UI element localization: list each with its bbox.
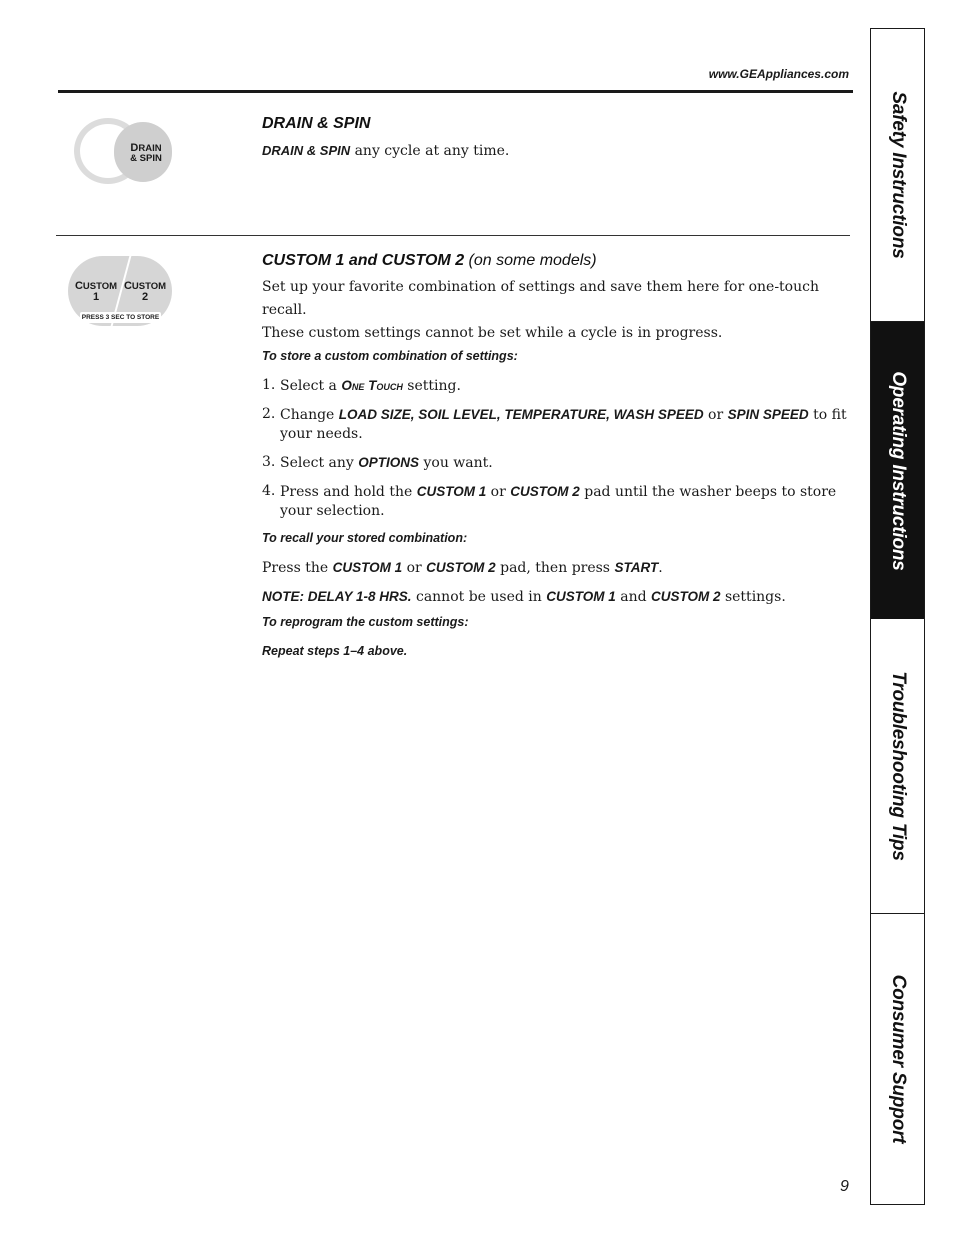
header-rule [58,90,853,93]
recall-text: Press the CUSTOM 1 or CUSTOM 2 pad, then press START. [262,560,663,576]
section-title: CUSTOM 1 and CUSTOM 2 (on some models) [262,252,597,269]
reprogram-text: Repeat steps 1–4 above. [262,644,408,658]
step-3: 3. Select any OPTIONS you want. [262,454,493,471]
tab-troubleshooting-tips[interactable] [871,619,924,914]
tab-label: Operating Instructions [887,370,909,571]
tab-consumer-support[interactable] [871,914,924,1204]
recall-heading: To recall your stored combination: [262,531,468,545]
store-steps [262,376,847,521]
step-2: 2. Change LOAD SIZE, SOIL LEVEL, TEMPERATURE, WASH SPEED or SPIN SPEED to fit your needs. [262,406,847,442]
section-divider [56,235,850,236]
custom-buttons-icon [68,256,172,328]
tab-operating-instructions[interactable] [871,322,924,619]
custom-section [262,252,847,659]
drain-spin-description: DRAIN & SPIN any cycle at any time. [262,143,510,159]
store-heading: To store a custom combination of settings: [262,349,518,363]
section-title: DRAIN & SPIN [262,115,371,132]
website-url[interactable]: www.GEAppliances.com [708,67,849,81]
page-number: 9 [840,1178,849,1195]
reprogram-heading: To reprogram the custom settings: [262,615,469,629]
drain-spin-button-icon [74,118,174,184]
tab-label: Troubleshooting Tips [887,671,909,861]
drain-spin-section [262,115,847,163]
step-1: 1. Select a One Touch setting. [262,377,461,394]
custom-2-label: CUSTOM 2 [123,280,167,303]
custom-intro-1: Set up your favorite combination of settings and save them here for one-touch recall. [262,279,819,318]
tab-label: Consumer Support [887,974,909,1144]
section-tab-bar [870,28,925,1205]
custom-1-label: CUSTOM 1 [74,280,118,303]
drain-spin-icon-label: DRAIN & SPIN [130,142,162,164]
tab-label: Safety Instructions [887,91,909,259]
tab-safety-instructions[interactable] [871,29,924,322]
press-caption: PRESS 3 SEC TO STORE [81,314,160,321]
delay-note: NOTE: DELAY 1-8 HRS. cannot be used in CUSTOM 1 and CUSTOM 2 settings. [262,589,786,605]
custom-intro-2: These custom settings cannot be set while a cycle is in progress. [262,325,723,341]
step-4: 4. Press and hold the CUSTOM 1 or CUSTOM 2 pad until the washer beeps to store your selection. [262,483,837,519]
